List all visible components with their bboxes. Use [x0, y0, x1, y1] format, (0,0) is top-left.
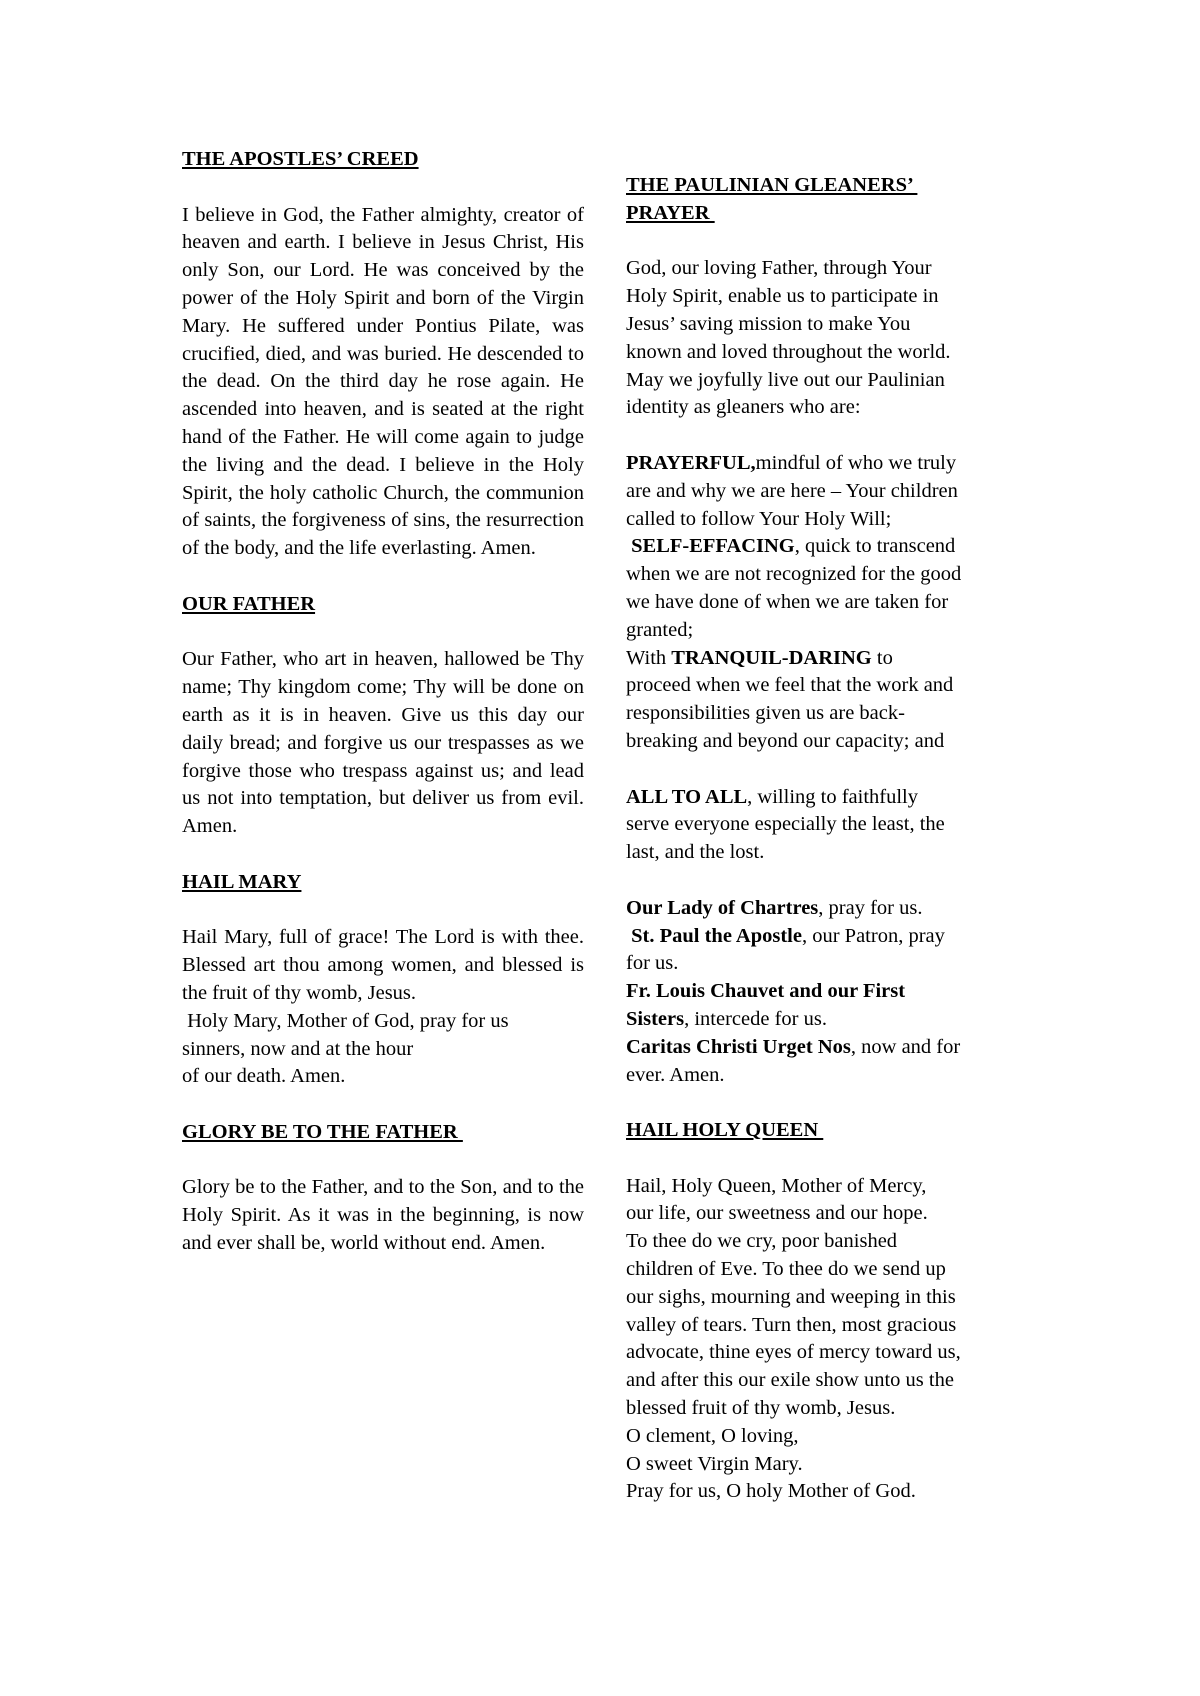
sisters-keyword: Sisters: [626, 1007, 685, 1030]
prayer-line: last, and the lost.: [626, 841, 765, 864]
queen-line: and after this our exile show unto us the: [626, 1369, 954, 1392]
prayer-line: for us.: [626, 952, 679, 975]
self-effacing-line: [626, 533, 1036, 561]
queen-line: O clement, O loving,: [626, 1424, 799, 1447]
queen-line: To thee do we cry, poor banished: [626, 1230, 898, 1253]
hail-mary-line: Holy Mary, Mother of God, pray for us: [182, 1009, 509, 1032]
prayer-line: ever. Amen.: [626, 1063, 725, 1086]
all-to-all-keyword: ALL TO ALL: [626, 785, 748, 808]
prayer-line: we have done of when we are taken for: [626, 590, 949, 613]
paulinian-prayer-heading: THE PAULINIAN GLEANERS’: [626, 174, 918, 196]
tranquil-daring-line: [626, 645, 1036, 673]
caritas-keyword: Caritas Christi Urget Nos: [626, 1035, 851, 1058]
louis-keyword: Fr. Louis Chauvet and our First: [626, 980, 906, 1003]
invocation-caritas: [626, 1034, 1036, 1062]
lady-keyword: Our Lady of Chartres: [626, 896, 819, 919]
lady-text: , pray for us.: [818, 896, 923, 919]
tranquil-text: to: [871, 646, 893, 669]
prayer-line: proceed when we feel that the work and: [626, 674, 954, 697]
invocation-louis: [626, 978, 1036, 1006]
queen-line: Pray for us, O holy Mother of God.: [626, 1480, 916, 1503]
hail-mary-body: Hail Mary, full of grace! The Lord is with thee. Blessed art thou among women, and blessed is the fruit of thy womb, Jesus.: [182, 926, 584, 1004]
left-column: [182, 146, 584, 1258]
tranquil-prefix: With: [626, 646, 672, 669]
invocation-paul: [626, 923, 1036, 951]
prayer-line: identity as gleaners who are:: [626, 396, 861, 419]
prayer-line: when we are not recognized for the good: [626, 563, 962, 586]
our-father-heading: OUR FATHER: [182, 592, 316, 615]
queen-line: O sweet Virgin Mary.: [626, 1452, 803, 1475]
prayer-line: May we joyfully live out our Paulinian: [626, 368, 945, 391]
self-effacing-text: , quick to transcend: [794, 535, 956, 558]
queen-line: advocate, thine eyes of mercy toward us,: [626, 1341, 961, 1364]
paul-keyword: St. Paul the Apostle: [626, 924, 802, 947]
prayerful-text: mindful of who we truly: [755, 451, 957, 474]
prayer-line: are and why we are here – Your children: [626, 479, 958, 502]
queen-line: our life, our sweetness and our hope.: [626, 1202, 928, 1225]
prayer-line: granted;: [626, 618, 694, 641]
invocation-louis-cont: [626, 1006, 1036, 1034]
glory-be-body: Glory be to the Father, and to the Son, and to the Holy Spirit. As it was in the beginning, is now and ever shall be, world without end. Amen.: [182, 1176, 584, 1255]
hail-mary-line: sinners, now and at the hour: [182, 1037, 414, 1060]
self-effacing-keyword: SELF-EFFACING: [626, 535, 795, 558]
our-father-body: Our Father, who art in heaven, hallowed be Thy name; Thy kingdom come; Thy will be done on earth as it is in heaven. Give us this day our daily bread; and forgive us our trespasses as we forgive those who trespass against us; and lead us not into temptation, but deliver us from evil. Amen.: [182, 648, 584, 838]
hail-mary-line: of our death. Amen.: [182, 1065, 346, 1088]
tranquil-daring-keyword: TRANQUIL-DARING: [671, 646, 872, 669]
prayer-line: God, our loving Father, through Your: [626, 257, 932, 280]
louis-text: , intercede for us.: [684, 1007, 827, 1030]
right-column: [626, 172, 1036, 1506]
prayer-line: serve everyone especially the least, the: [626, 813, 945, 836]
queen-line: valley of tears. Turn then, most gracious: [626, 1313, 957, 1336]
apostles-creed-body: I believe in God, the Father almighty, creator of heaven and earth. I believe in Jesus Christ, His only Son, our Lord. He was conceived by the power of the Holy Spirit and born of the Virgin Mary. He suffered under Pontius Pilate, was crucified, died, and was buried. He descended to the dead. On the third day he rose again. He ascended into heaven, and is seated at the right hand of the Father. He will come again to judge the living and the dead. I believe in the Holy Spirit, the holy catholic Church, the communion of saints, the forgiveness of sins, the resurrection of the body, and the life everlasting. Amen.: [182, 203, 584, 560]
paul-text: , our Patron, pray: [801, 924, 945, 947]
prayerful-line: [626, 450, 1036, 478]
prayer-line: known and loved throughout the world.: [626, 340, 951, 363]
prayer-line: responsibilities given us are back-: [626, 702, 905, 725]
apostles-creed-heading: THE APOSTLES’ CREED: [182, 148, 419, 170]
queen-line: blessed fruit of thy womb, Jesus.: [626, 1397, 896, 1420]
invocation-lady: [626, 895, 1036, 923]
queen-line: our sighs, mourning and weeping in this: [626, 1285, 956, 1308]
prayer-line: Jesus’ saving mission to make You: [626, 312, 911, 335]
prayer-line: Holy Spirit, enable us to participate in: [626, 285, 939, 308]
queen-line: Hail, Holy Queen, Mother of Mercy,: [626, 1174, 927, 1197]
queen-line: children of Eve. To thee do we send up: [626, 1258, 946, 1281]
paulinian-prayer-heading: PRAYER: [626, 201, 715, 224]
prayer-line: breaking and beyond our capacity; and: [626, 729, 945, 752]
prayerful-keyword: PRAYERFUL,: [626, 451, 756, 474]
hail-mary-heading: HAIL MARY: [182, 870, 302, 893]
all-to-all-text: , willing to faithfully: [747, 785, 918, 808]
all-to-all-line: [626, 784, 1036, 812]
hail-holy-queen-heading: HAIL HOLY QUEEN: [626, 1119, 824, 1142]
glory-be-heading: GLORY BE TO THE FATHER: [182, 1120, 463, 1143]
prayer-line: called to follow Your Holy Will;: [626, 507, 892, 530]
caritas-text: , now and for: [850, 1035, 961, 1058]
